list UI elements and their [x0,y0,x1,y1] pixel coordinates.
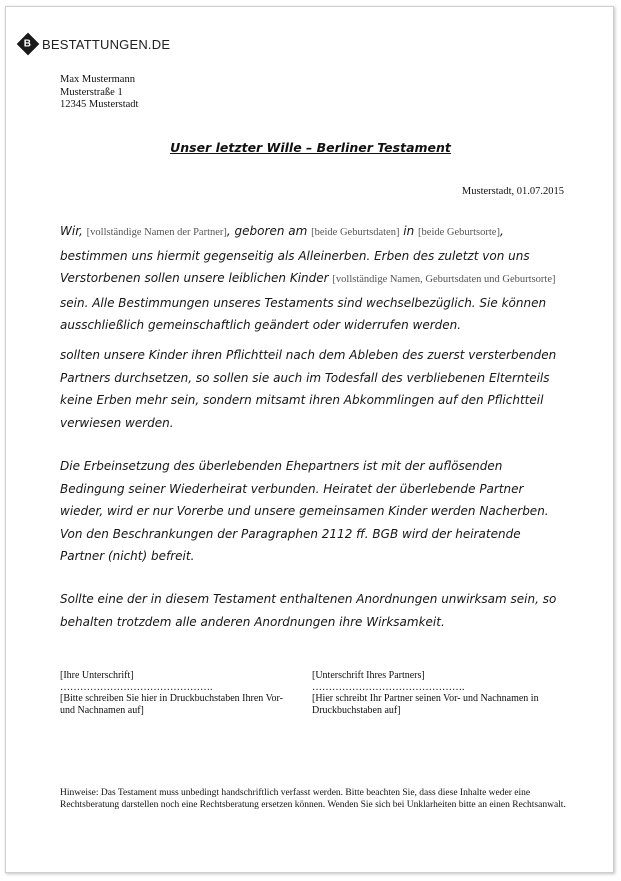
signature-line: ………………………………………. [60,681,213,693]
paragraph-remarriage: Die Erbeinsetzung des überlebenden Ehepartners ist mit der auflösenden Bedingung seiner Wiederheirat verbunden. Heiratet der überlebende Partner wieder, wird er nur Vorerbe und unsere gemeinsamen Kinder werden Nacherben. Von den Beschrankungen der Paragraphen 2112 ff. BGB wird der heiratende Partner (nicht) befreit. [60,459,549,563]
sender-address [60,74,138,112]
sender-street: Musterstraße 1 [60,86,123,98]
paragraph-severability: Sollte eine der in diesem Testament enthaltenen Anordnungen unwirksam sein, so behalten trotzdem alle anderen Anordnungen ihre Wirksamkeit. [60,592,557,629]
p1-text-a: Wir, [60,224,87,238]
logo-text: BESTATTUNGEN.DE [42,36,171,52]
placeholder-children: [vollständige Namen, Geburtsdaten und Geburtsorte] [332,274,556,285]
p1-text-e: sein. Alle Bestimmungen unseres Testaments sind wechselbezüglich. Sie können ausschließlich gemeinschaftlich geändert oder widerrufen werden. [60,295,547,332]
placeholder-partner-names: [vollständige Namen der Partner] [86,227,227,238]
legal-note: Hinweise: Das Testament muss unbedingt handschriftlich verfasst werden. Bitte beachten Sie, dass diese Inhalte weder eine Rechtsberatung darstellen noch eine Rechtsberatung ersetzen können. Wenden Sie sich bei Unklarheiten bitte an einen Rechtsanwalt. [60,788,566,810]
sender-city: 12345 Musterstadt [60,99,139,110]
brand-logo [20,36,170,52]
p1-text-c: in [399,224,419,238]
signature-line: ………………………………………. [312,681,465,693]
signature-hint: [Hier schreibt Ihr Partner seinen Vor- und Nachnamen in Druckbuchstaben auf] [312,693,539,716]
document-page [5,6,614,873]
logo-mark-letter: B [24,38,32,50]
paragraph-heirs [60,220,565,337]
place-date: Musterstadt, 01.07.2015 [461,186,564,197]
p1-text-b: , geboren am [226,224,312,238]
signature-label: [Ihre Unterschrift] [60,670,134,681]
signature-label: [Unterschrift Ihres Partners] [312,670,425,681]
document-title: Unser letzter Wille – Berliner Testament [170,140,451,155]
paragraph-compulsory-portion: sollten unsere Kinder ihren Pflichtteil nach dem Ableben des zuerst versterbenden Partners durchsetzen, so sollen sie auch im Todesfall des verbliebenen Elternteils keine Erben mehr sein, sondern mitsamt ihren Abkommlingen auf den Pflichtteil verwiesen werden. [60,348,557,430]
placeholder-birthdates: [beide Geburtsdaten] [311,227,400,238]
logo-diamond-icon [17,33,40,56]
signature-block-own [60,670,290,716]
signature-block-partner [312,670,542,716]
placeholder-birthplaces: [beide Geburtsorte] [418,227,500,238]
p1-text-d: , bestimmen uns hiermit gegenseitig als Alleinerben. Erben des zuletzt von uns Verstorbenen sollen unsere leiblichen Kinder [60,224,530,285]
signature-hint: [Bitte schreiben Sie hier in Druckbuchstaben Ihren Vor- und Nachnamen auf] [60,693,283,716]
sender-name: Max Mustermann [60,74,135,85]
